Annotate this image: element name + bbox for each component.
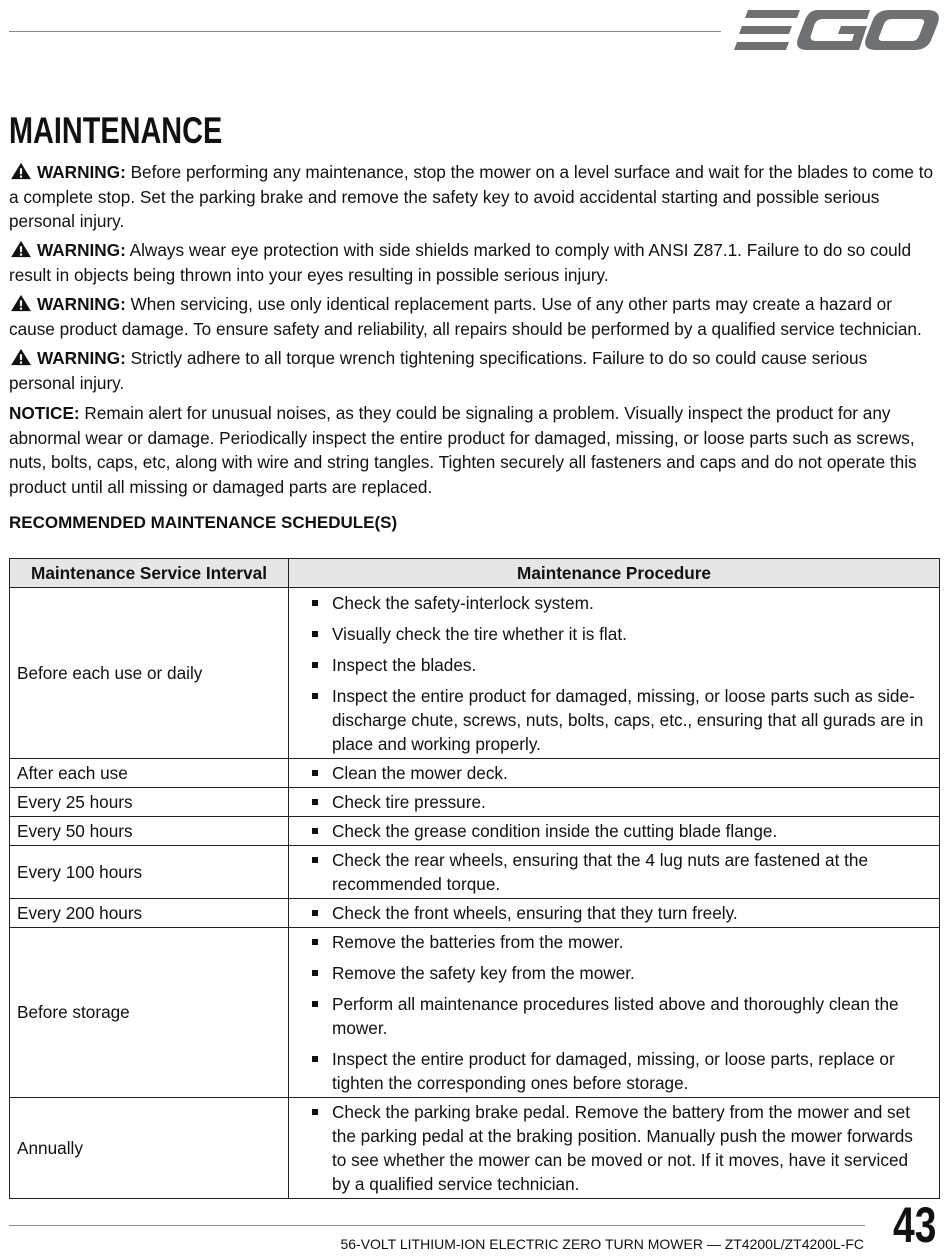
procedure-cell xyxy=(289,928,940,1098)
table-header-row xyxy=(10,559,940,588)
procedure-item: Inspect the entire product for damaged, missing, or loose parts, replace or tighten the corresponding ones before storage. xyxy=(309,1047,929,1095)
warning-paragraph xyxy=(9,160,934,234)
maintenance-schedule-table xyxy=(9,558,940,1199)
warning-text: Before performing any maintenance, stop the mower on a level surface and wait for the blades to come to a complete stop. Set the parking brake and remove the safety key to avoid accidental starting and possible serious personal injury. xyxy=(9,162,934,231)
table-row xyxy=(10,788,940,817)
table-row xyxy=(10,1098,940,1199)
procedure-item: Check the grease condition inside the cutting blade flange. xyxy=(309,819,929,843)
interval-cell: Every 200 hours xyxy=(10,899,289,928)
ego-logo xyxy=(734,7,940,53)
procedure-item: Check the front wheels, ensuring that they turn freely. xyxy=(309,901,929,925)
footer-rule xyxy=(9,1225,865,1226)
table-row xyxy=(10,899,940,928)
procedure-item: Inspect the blades. xyxy=(309,653,929,677)
schedule-heading: RECOMMENDED MAINTENANCE SCHEDULE(S) xyxy=(9,513,398,532)
header-rule xyxy=(9,31,721,32)
warning-paragraph xyxy=(9,292,934,341)
procedure-cell xyxy=(289,1098,940,1199)
warning-paragraph xyxy=(9,238,934,287)
interval-cell: Every 100 hours xyxy=(10,846,289,899)
interval-cell: Annually xyxy=(10,1098,289,1199)
procedure-item: Perform all maintenance procedures listed above and thoroughly clean the mower. xyxy=(309,992,929,1040)
warning-triangle-icon xyxy=(9,348,33,366)
interval-cell: Before storage xyxy=(10,928,289,1098)
procedure-item: Remove the batteries from the mower. xyxy=(309,930,929,954)
interval-cell: Every 50 hours xyxy=(10,817,289,846)
column-header-procedure: Maintenance Procedure xyxy=(289,559,940,588)
procedure-cell xyxy=(289,846,940,899)
warning-text: Always wear eye protection with side shields marked to comply with ANSI Z87.1. Failure to do so could result in objects being thrown into your eyes resulting in possible serious injury. xyxy=(9,240,912,285)
procedure-cell xyxy=(289,817,940,846)
procedure-item: Check the parking brake pedal. Remove the battery from the mower and set the parking pedal at the braking position. Manually push the mower forwards to see whether the mower can be moved or not. If it moves, have it serviced by a qualified service technician. xyxy=(309,1100,929,1196)
page-number: 43 xyxy=(893,1197,937,1253)
page-title: MAINTENANCE xyxy=(9,110,223,151)
table-row xyxy=(10,817,940,846)
interval-cell: Before each use or daily xyxy=(10,588,289,759)
column-header-interval: Maintenance Service Interval xyxy=(10,559,289,588)
procedure-item: Inspect the entire product for damaged, missing, or loose parts such as side-discharge chute, screws, nuts, bolts, caps, etc., ensuring that all gurads are in place and working properly. xyxy=(309,684,929,756)
warning-paragraph xyxy=(9,346,934,395)
procedure-item: Clean the mower deck. xyxy=(309,761,929,785)
procedure-cell xyxy=(289,899,940,928)
procedure-item: Visually check the tire whether it is flat. xyxy=(309,622,929,646)
notice-paragraph xyxy=(9,401,934,499)
procedure-item: Check the safety-interlock system. xyxy=(309,591,929,615)
warning-text: Strictly adhere to all torque wrench tightening specifications. Failure to do so could cause serious personal injury. xyxy=(9,348,868,393)
table-row xyxy=(10,928,940,1098)
warning-text: When servicing, use only identical replacement parts. Use of any other parts may create a hazard or cause product damage. To ensure safety and reliability, all repairs should be performed by a qualified service technician. xyxy=(9,294,922,339)
notice-label: NOTICE: xyxy=(9,403,80,423)
table-row xyxy=(10,759,940,788)
footer-product-line: 56-VOLT LITHIUM-ION ELECTRIC ZERO TURN MOWER — ZT4200L/ZT4200L-FC xyxy=(340,1236,864,1252)
warning-triangle-icon xyxy=(9,162,33,180)
table-row xyxy=(10,588,940,759)
table-row xyxy=(10,846,940,899)
procedure-item: Check tire pressure. xyxy=(309,790,929,814)
warning-label: WARNING: xyxy=(37,294,126,314)
procedure-item: Check the rear wheels, ensuring that the 4 lug nuts are fastened at the recommended torque. xyxy=(309,848,929,896)
procedure-cell xyxy=(289,588,940,759)
interval-cell: After each use xyxy=(10,759,289,788)
warning-label: WARNING: xyxy=(37,162,126,182)
procedure-cell xyxy=(289,759,940,788)
warning-label: WARNING: xyxy=(37,240,126,260)
warning-triangle-icon xyxy=(9,240,33,258)
procedure-cell xyxy=(289,788,940,817)
warning-label: WARNING: xyxy=(37,348,126,368)
procedure-item: Remove the safety key from the mower. xyxy=(309,961,929,985)
warning-triangle-icon xyxy=(9,294,33,312)
interval-cell: Every 25 hours xyxy=(10,788,289,817)
notice-text: Remain alert for unusual noises, as they could be signaling a problem. Visually inspect the product for any abnormal wear or damage. Periodically inspect the entire product for damaged, missing, or loose parts such as screws, nuts, bolts, caps, etc, along with wire and string tangles. Tighten securely all fasteners and caps and do not operate this product until all missing or damaged parts are replaced. xyxy=(9,403,917,497)
